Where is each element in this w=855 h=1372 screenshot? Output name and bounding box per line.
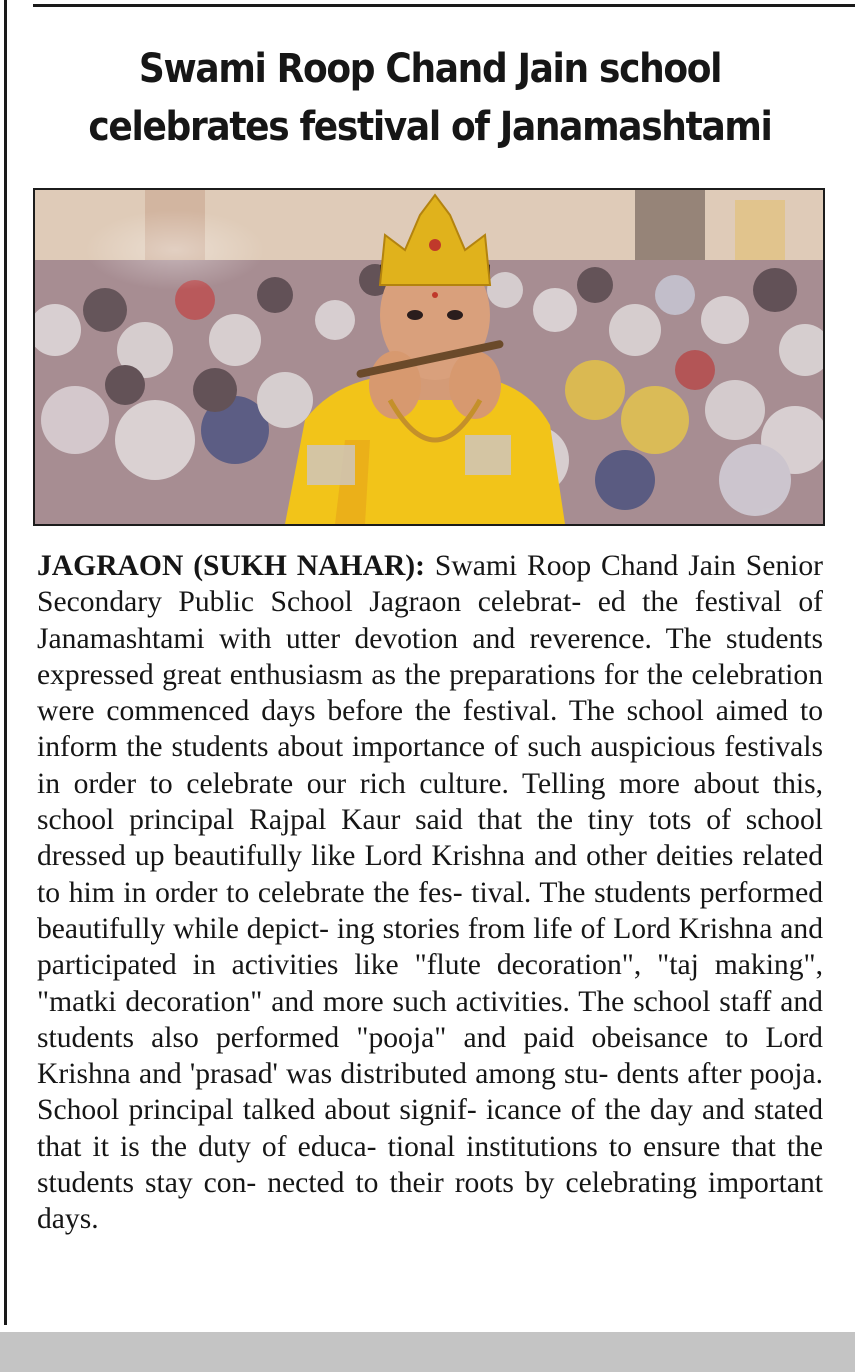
article-line: tional institutions to ensure that the students stay con- [37, 1130, 823, 1200]
article-line: ed the festival of Janamashtami with utter devotion and [37, 586, 823, 655]
article-body [37, 548, 823, 1238]
article-line: dents after pooja. School principal talked about signif- [37, 1058, 823, 1127]
headline [70, 40, 790, 156]
article-line: ing stories from life of Lord Krishna and participated in [37, 912, 823, 982]
article-line: tival. The students performed beautifully while depict- [37, 876, 823, 945]
headline-line-1: Swami Roop Chand Jain school [138, 46, 722, 92]
article-line: of school dressed up beautifully like Lord Krishna and [37, 804, 823, 873]
article-line: other deities related to him in order to celebrate the fes- [37, 840, 824, 909]
article-line: activities like "flute decoration", "taj making", "matki [37, 949, 823, 1018]
article-line: and students also performed "pooja" and paid obeisance [37, 985, 823, 1054]
article-line: reverence. The students expressed great enthusiasm as [37, 622, 823, 691]
article-dateline: JAGRAON (SUKH NAHAR): [37, 550, 426, 582]
bottom-gray-band [0, 1332, 855, 1372]
article-line: in order to celebrate our rich culture. Telling more about [37, 767, 760, 800]
news-photo [33, 188, 825, 526]
headline-line-2: celebrates festival of Janamashtami [88, 104, 772, 150]
left-column-rule [4, 0, 7, 1325]
article-line: students about importance of such auspicious festivals [171, 731, 823, 764]
article-line: decoration" and more such activities. The school staff [125, 985, 772, 1018]
article-line: days before the festival. The school aimed to inform the [37, 695, 823, 764]
article-line: Jain Senior Secondary Public School Jagraon celebrat- [37, 550, 824, 619]
article-line: the preparations for the celebration were commenced [37, 658, 823, 728]
article-line: to Lord Krishna and 'prasad' was distributed among stu- [37, 1021, 823, 1091]
article-line: Swami Roop Chand [434, 550, 679, 582]
article-line: icance of the day and stated that it is the duty of educa- [37, 1094, 823, 1163]
photo-illustration [35, 190, 823, 524]
article-line: nected to their roots by celebrating important days. [37, 1167, 823, 1236]
article-line: this, school principal Rajpal Kaur said that the tiny tots [37, 767, 823, 837]
top-column-rule [33, 4, 855, 7]
